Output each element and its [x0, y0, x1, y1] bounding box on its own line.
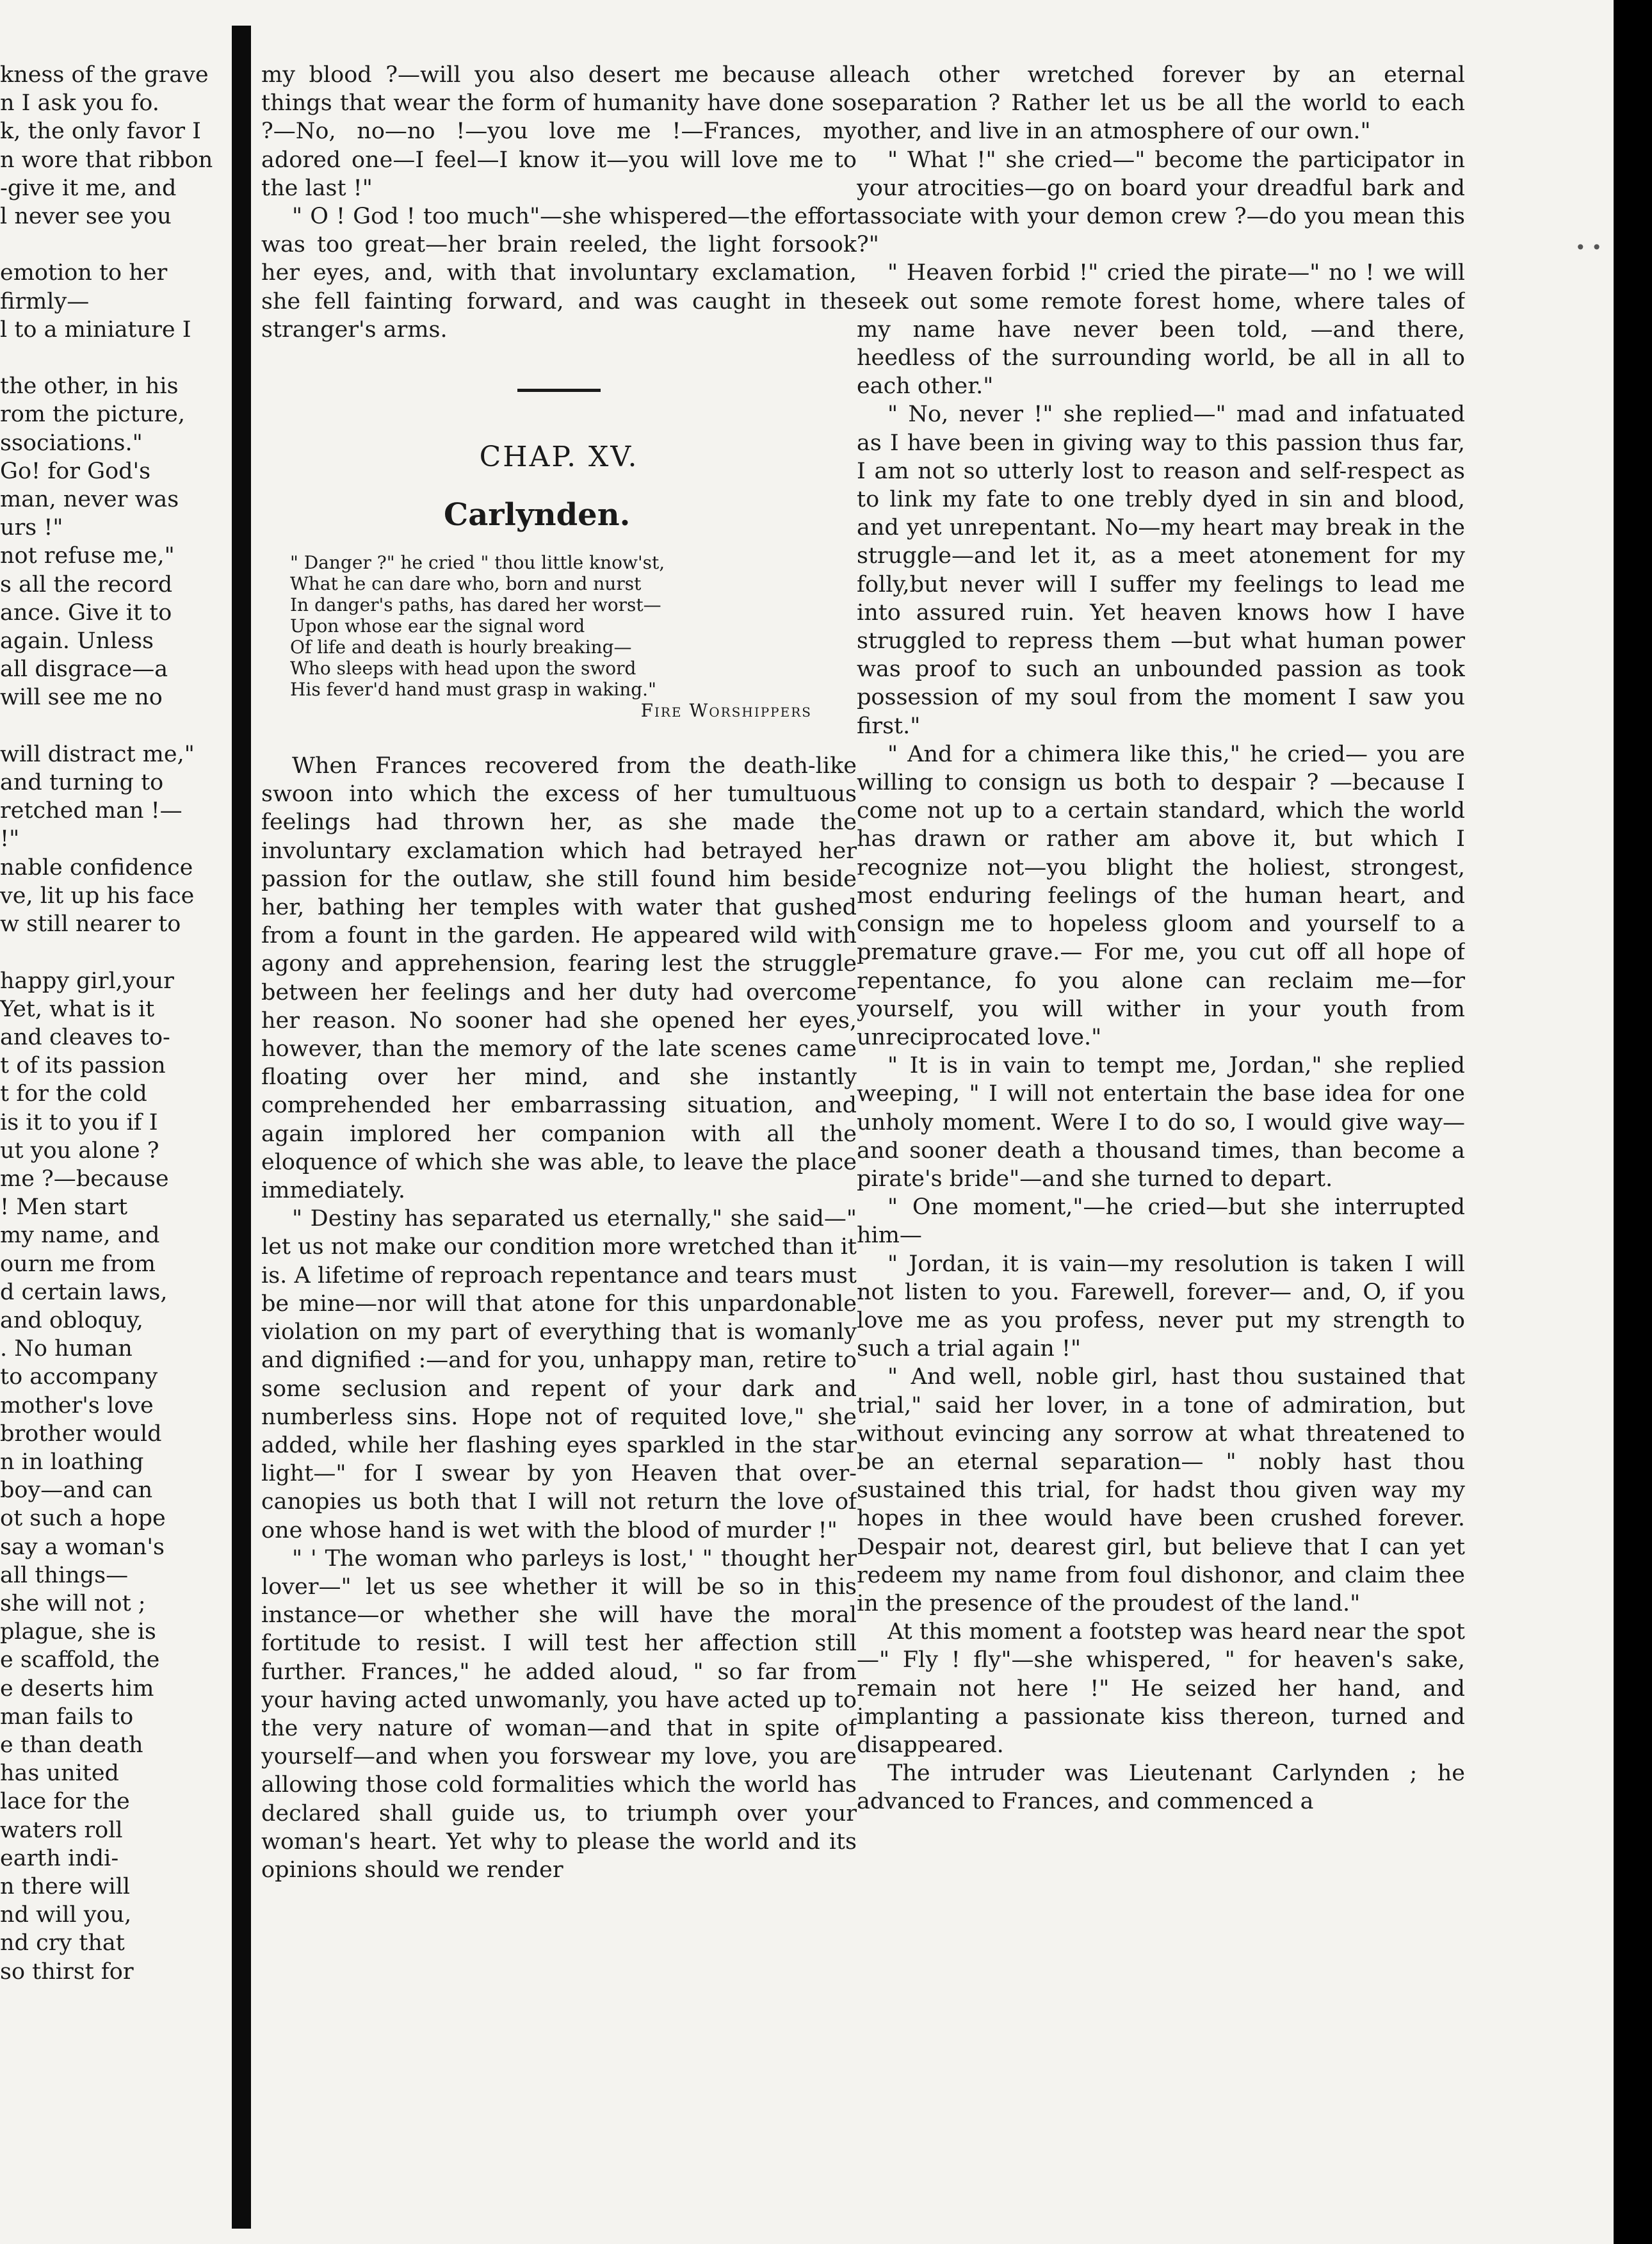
fragment-line: urs !" — [0, 515, 63, 541]
fragment-line: my name, and — [0, 1223, 160, 1249]
fragment-line: to accompany — [0, 1364, 158, 1390]
margin-marks: • • — [1575, 237, 1602, 258]
epigraph — [261, 552, 857, 721]
fragment-line: -give it me, and — [0, 175, 177, 201]
fragment-line: k, the only favor I — [0, 118, 201, 145]
fragment-line: nd will you, — [0, 1902, 132, 1928]
fragment-line: t of its passion — [0, 1053, 166, 1079]
fragment-line: ut you alone ? — [0, 1137, 159, 1164]
paragraph: " Jordan, it is vain—my resolution is taken I will not listen to you. Farewell, forever— and, O, if you love me as you profess, never put my strength to such a trial again !" — [857, 1251, 1465, 1362]
fragment-line: ot such a hope — [0, 1506, 166, 1532]
fragment-line: all disgrace—a — [0, 656, 168, 683]
fragment-line: me ?—because — [0, 1166, 169, 1192]
paragraph: " ' The woman who parleys is lost,' " thought her lover—" let us see whether it will be so in this instance—or whether she will have the moral fortitude to resist. I will test her affection still further. Frances," he added aloud, " so far from your having acted unwomanly, you have acted up to the very nature of woman—and that in spite of yourself—and when you forswear my love, you are allowing those cold formalities which the world has declared shall guide us, to triumph over your woman's heart. Yet why to please the world and its opinions should we render — [261, 1545, 857, 1883]
fragment-line: ance. Give it to — [0, 599, 172, 626]
fragment-line: the other, in his — [0, 373, 179, 400]
fragment-line — [0, 231, 218, 259]
epigraph-line: What he can dare who, born and nurst — [290, 573, 642, 595]
fragment-line: l to a miniature I — [0, 316, 191, 343]
column-gutter-rule — [232, 26, 251, 2229]
paragraph: " What !" she cried—" become the participator in your atrocities—go on board your dreadful bark and associate with your demon crew ?—do you mean this ?" — [857, 147, 1465, 258]
paragraph: " And for a chimera like this," he cried— you are willing to consign us both to despair ? —because I come not up to a certain standard, which the world has drawn or rather am above it, but which I recognize not—you blight the holiest, strongest, most enduring feelings of the human heart, and consign me to hopeless gloom and yourself to a premature grave.— For me, you cut off all hope of repentance, fo you alone can reclaim me—for yourself, you will wither in your youth from unreciprocated love." — [857, 741, 1465, 1050]
paragraph: When Frances recovered from the death-like swoon into which the excess of her tumultuous feelings had thrown her, as she made the involuntary exclamation which had betrayed her passion for the outlaw, she still found him beside her, bathing her temples with water that gushed from a fount in the garden. He appeared wild with agony and apprehension, fearing lest the struggle between her feelings and her duty had overcome her reason. No sooner had she opened her eyes, however, than the memory of the late scenes came floating over her mind, and she instantly comprehended her embarrassing situation, and again implored her companion with all the eloquence of which she was able, to leave the place immediately. — [261, 753, 857, 1204]
fragment-line: retched man !— — [0, 798, 182, 824]
middle-column — [261, 61, 857, 2206]
fragment-line: and cleaves to- — [0, 1024, 170, 1050]
fragment-line: firmly— — [0, 288, 90, 314]
fragment-line: and turning to — [0, 770, 164, 796]
fragment-line: ve, lit up his face — [0, 882, 195, 909]
fragment-line: ourn me from — [0, 1251, 156, 1277]
fragment-line: ssociations." — [0, 430, 143, 456]
paragraph: " And well, noble girl, hast thou sustained that trial," said her lover, in a tone of admiration, but without evincing any sorrow at what threatened to be an eternal separation— " nobly hast thou sustained this trial, for hadst thou given way my hopes in thee would have been crushed forever. Despair not, dearest girl, but believe that I can yet redeem my name from foul dishonor, and claim thee in the presence of the proudest of the land." — [857, 1364, 1465, 1616]
paragraph: " Destiny has separated us eternally," she said—" let us not make our condition more wretched than it is. A lifetime of reproach repentance and tears must be mine—nor will that atone for this unpardonable violation on my part of everything that is womanly and dignified :—and for you, unhappy man, retire to some seclusion and repent of your dark and numberless sins. Hope not of requited love," she added, while her flashing eyes sparkled in the star light—" for I swear by yon Heaven that over-canopies us both that I will not return the love of one whose hand is wet with the blood of murder !" — [261, 1206, 857, 1543]
fragment-line: waters roll — [0, 1817, 123, 1843]
fragment-line: nd cry that — [0, 1930, 125, 1956]
fragment-line: plague, she is — [0, 1619, 156, 1645]
epigraph-line: Who sleeps with head upon the sword — [290, 658, 636, 679]
fragment-line: emotion to her — [0, 260, 168, 286]
fragment-line: ! Men start — [0, 1194, 128, 1221]
fragment-line: n in loathing — [0, 1449, 144, 1475]
paragraph: " One moment,"—he cried—but she interrupted him— — [857, 1194, 1465, 1249]
paragraph: my blood ?—will you also desert me because all things that wear the form of humanity have done so ?—No, no—no !—you love me !—Frances, my adored one—I feel—I know it—you will love me to the last !" — [261, 62, 857, 201]
paragraph: each other wretched forever by an eternal separation ? Rather let us be all the world to each other, and live in an atmosphere of our own." — [857, 62, 1465, 145]
epigraph-line: Upon whose ear the signal word — [290, 615, 585, 637]
fragment-line: n I ask you fo. — [0, 90, 159, 117]
epigraph-line: In danger's paths, has dared her worst— — [290, 594, 661, 616]
fragment-line: so thirst for — [0, 1958, 134, 1985]
fragment-line: Yet, what is it — [0, 996, 155, 1022]
fragment-line: all things— — [0, 1562, 129, 1588]
epigraph-attribution: Fire Worshippers — [640, 700, 812, 722]
fragment-line: not refuse me," — [0, 543, 175, 569]
fragment-line: . No human — [0, 1336, 133, 1362]
fragment-line: earth indi- — [0, 1845, 119, 1871]
fragment-line: boy—and can — [0, 1477, 153, 1504]
fragment-line: t for the cold — [0, 1081, 147, 1107]
fragment-line: again. Unless — [0, 628, 154, 654]
fragment-line: happy girl,your — [0, 968, 174, 994]
fragment-line: she will not ; — [0, 1590, 146, 1616]
paragraph: " Heaven forbid !" cried the pirate—" no ! we will seek out some remote forest home, where tales of my name have never been told, —and there, heedless of the surrounding world, be all in all to each other." — [857, 260, 1465, 400]
right-column — [857, 61, 1465, 2206]
fragment-line: l never see you — [0, 204, 172, 230]
paragraph: " It is in vain to tempt me, Jordan," she replied weeping, " I will not entertain the base idea for one unholy moment. Were I to do so, I would give way—and sooner death a thousand times, than become a pirate's bride"—and she turned to depart. — [857, 1053, 1465, 1192]
opening-paragraphs — [261, 61, 857, 344]
fragment-line: e scaffold, the — [0, 1647, 160, 1673]
fragment-line: s all the record — [0, 571, 173, 598]
epigraph-lines — [290, 552, 857, 700]
epigraph-line: Of life and death is hourly breaking— — [290, 637, 632, 658]
paragraph: " No, never !" she replied—" mad and infatuated as I have been in giving way to this passion thus far, I am not so utterly lost to reason and self-respect as to link my fate to one trebly dyed in sin and blood, and yet unrepentant. No—my heart may break in the struggle—and let it, as a meet atonement for my folly,but never will I suffer my feelings to lead me into assured ruin. Yet heaven knows how I have struggled to repress them —but what human power was proof to such an unbounded passion as took possession of my soul from the moment I saw you first." — [857, 402, 1465, 739]
paragraph: " O ! God ! too much"—she whispered—the effort was too great—her brain reeled, the light forsook her eyes, and, with that involuntary exclamation, she fell fainting forward, and was caught in the stranger's arms. — [261, 204, 857, 343]
fragment-line: e than death — [0, 1732, 143, 1758]
fragment-line: is it to you if I — [0, 1109, 158, 1135]
chapter-subtitle: Carlynden. — [444, 497, 631, 533]
left-column-fragment — [0, 61, 218, 2206]
fragment-line: brother would — [0, 1420, 162, 1447]
fragment-line: and obloquy, — [0, 1307, 143, 1333]
paragraph: The intruder was Lieutenant Carlynden ; he advanced to Frances, and commenced a — [857, 1760, 1465, 1815]
fragment-line: kness of the grave — [0, 62, 209, 88]
fragment-line: man fails to — [0, 1703, 134, 1730]
fragment-line: say a woman's — [0, 1534, 165, 1560]
fragment-line: lace for the — [0, 1789, 130, 1815]
epigraph-line: His fever'd hand must grasp in waking." — [290, 679, 656, 701]
chapter-divider-rule — [517, 389, 601, 392]
fragment-line: w still nearer to — [0, 911, 181, 938]
fragment-line: n wore that ribbon — [0, 147, 213, 173]
fragment-line: will distract me," — [0, 741, 195, 767]
epigraph-line: " Danger ?" he cried " thou little know'st, — [290, 552, 665, 574]
fragment-line: Go! for God's — [0, 458, 151, 484]
fragment-line: mother's love — [0, 1392, 154, 1419]
fragment-line — [0, 344, 218, 372]
fragment-line: !" — [0, 826, 20, 852]
fragment-line: e deserts him — [0, 1675, 154, 1702]
chapter-body — [261, 752, 857, 1884]
paragraph: At this moment a footstep was heard near the spot—" Fly ! fly"—she whispered, " for heaven's sake, remain not here !" He seized her hand, and implanting a passionate kiss thereon, turned and disappeared. — [857, 1619, 1465, 1758]
fragment-line: n there will — [0, 1874, 131, 1899]
fragment-line: d certain laws, — [0, 1279, 168, 1305]
fragment-line — [0, 712, 218, 740]
fragment-line: nable confidence — [0, 854, 193, 881]
fragment-line: man, never was — [0, 487, 179, 513]
fragment-line: will see me no — [0, 685, 163, 711]
fragment-line — [0, 938, 218, 966]
fragment-line: rom the picture, — [0, 402, 185, 428]
fragment-line: has united — [0, 1760, 119, 1787]
chapter-title: CHAP. XV. — [479, 441, 639, 474]
